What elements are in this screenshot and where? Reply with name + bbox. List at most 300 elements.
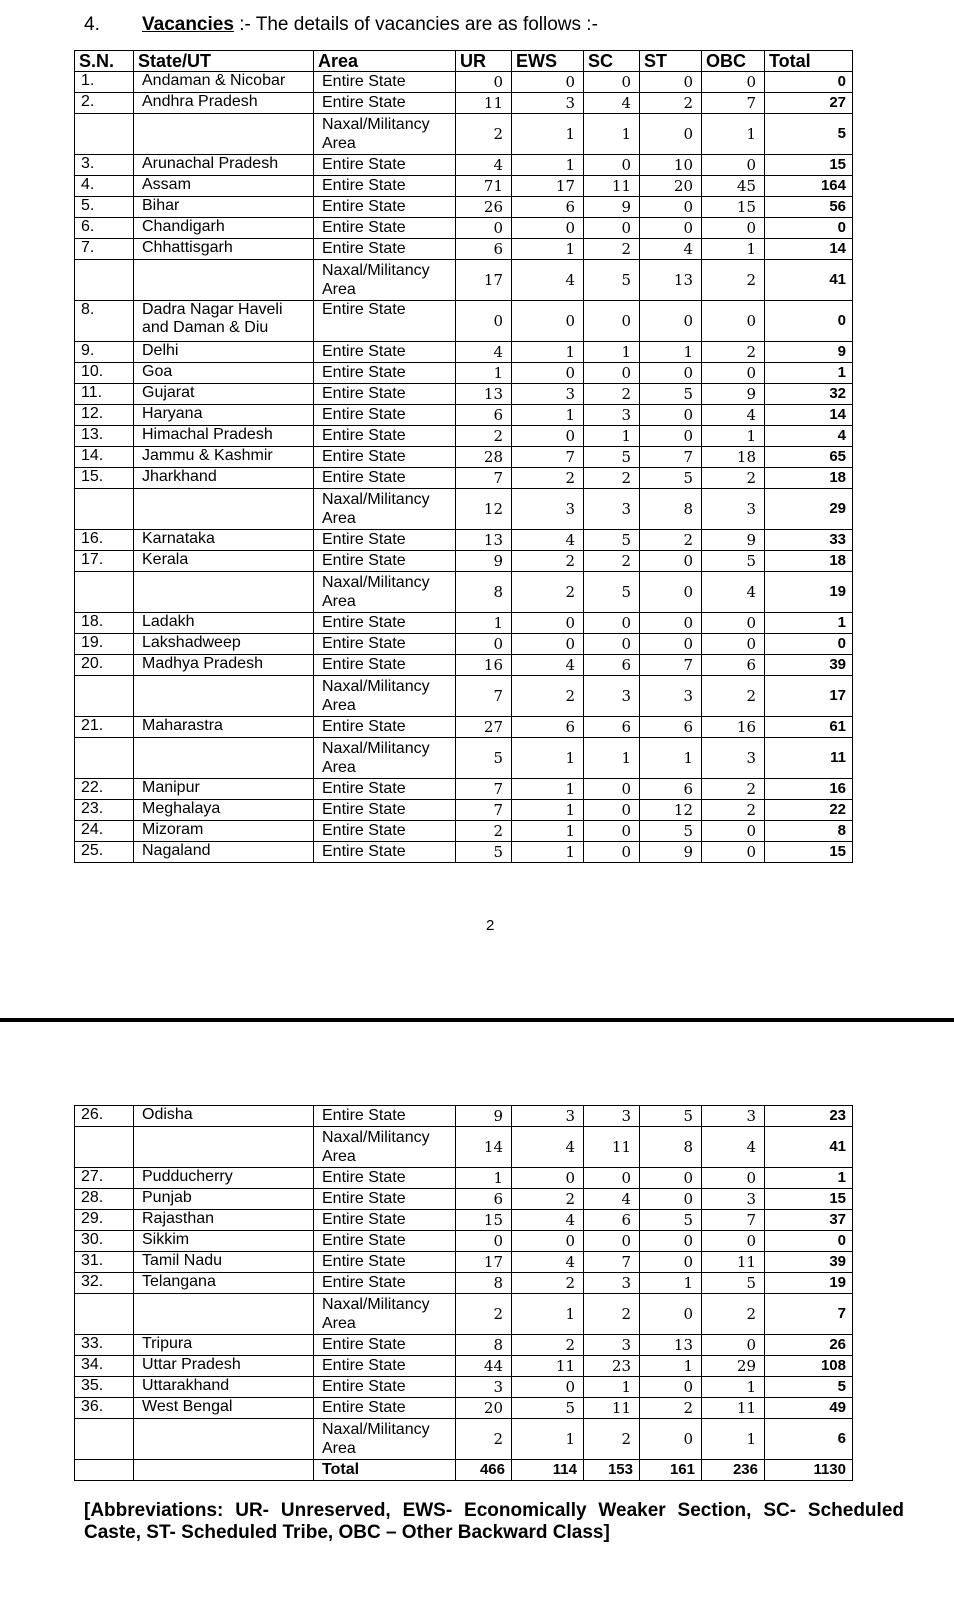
cell-area: Naxal/Militancy Area (314, 1294, 456, 1335)
cell-sn (75, 114, 134, 155)
cell-total: 29 (765, 489, 853, 530)
cell-total: 18 (765, 468, 853, 489)
cell-sc: 23 (584, 1356, 640, 1377)
cell-total: 11 (765, 738, 853, 779)
cell-sn: 19. (75, 634, 134, 655)
cell-state: Manipur (134, 779, 314, 800)
col-header-sn: S.N. (75, 51, 134, 72)
cell-sc: 5 (584, 447, 640, 468)
cell-ews: 7 (512, 447, 584, 468)
cell-state: Arunachal Pradesh (134, 155, 314, 176)
cell-st: 12 (640, 800, 702, 821)
cell-total: 37 (765, 1210, 853, 1231)
cell-sc: 3 (584, 1335, 640, 1356)
cell-st: 2 (640, 1398, 702, 1419)
cell-area: Entire State (314, 530, 456, 551)
cell-state: Ladakh (134, 613, 314, 634)
col-header-obc: OBC (702, 51, 765, 72)
cell-area: Entire State (314, 301, 456, 342)
cell-state: Andhra Pradesh (134, 93, 314, 114)
cell-total: 39 (765, 1252, 853, 1273)
totals-state (134, 1460, 314, 1481)
cell-sn: 3. (75, 155, 134, 176)
cell-obc: 11 (702, 1252, 765, 1273)
cell-ews: 1 (512, 155, 584, 176)
cell-area: Naxal/Militancy Area (314, 260, 456, 301)
cell-ur: 0 (456, 301, 512, 342)
cell-ur: 28 (456, 447, 512, 468)
cell-total: 56 (765, 197, 853, 218)
cell-sn (75, 676, 134, 717)
cell-st: 9 (640, 842, 702, 863)
cell-sc: 1 (584, 1377, 640, 1398)
cell-sc: 6 (584, 655, 640, 676)
cell-total: 15 (765, 842, 853, 863)
cell-sc: 3 (584, 1106, 640, 1127)
cell-ur: 7 (456, 468, 512, 489)
cell-total: 15 (765, 1189, 853, 1210)
cell-sn (75, 489, 134, 530)
cell-ews: 3 (512, 93, 584, 114)
cell-sc: 1 (584, 426, 640, 447)
cell-area: Naxal/Militancy Area (314, 738, 456, 779)
cell-sc: 0 (584, 218, 640, 239)
cell-ews: 3 (512, 384, 584, 405)
col-header-sc: SC (584, 51, 640, 72)
cell-state: Rajasthan (134, 1210, 314, 1231)
cell-ews: 1 (512, 114, 584, 155)
cell-state (134, 114, 314, 155)
cell-obc: 0 (702, 1168, 765, 1189)
cell-state: Jammu & Kashmir (134, 447, 314, 468)
cell-area: Entire State (314, 426, 456, 447)
cell-total: 6 (765, 1419, 853, 1460)
cell-st: 0 (640, 363, 702, 384)
cell-ur: 4 (456, 342, 512, 363)
cell-obc: 1 (702, 239, 765, 260)
cell-st: 7 (640, 447, 702, 468)
cell-state: Uttarakhand (134, 1377, 314, 1398)
cell-obc: 1 (702, 114, 765, 155)
cell-ur: 1 (456, 363, 512, 384)
table-body-page1 (75, 72, 853, 863)
table-row (75, 1168, 853, 1189)
cell-total: 15 (765, 155, 853, 176)
cell-area: Entire State (314, 821, 456, 842)
cell-ur: 17 (456, 1252, 512, 1273)
cell-sn: 21. (75, 717, 134, 738)
table-row (75, 676, 853, 717)
cell-st: 0 (640, 426, 702, 447)
cell-st: 0 (640, 613, 702, 634)
cell-st: 0 (640, 1231, 702, 1252)
cell-ur: 14 (456, 1127, 512, 1168)
table-header-row (75, 51, 853, 72)
cell-obc: 0 (702, 821, 765, 842)
table-row (75, 1252, 853, 1273)
cell-ews: 1 (512, 779, 584, 800)
cell-obc: 2 (702, 468, 765, 489)
cell-obc: 6 (702, 655, 765, 676)
cell-state: Chhattisgarh (134, 239, 314, 260)
cell-obc: 4 (702, 1127, 765, 1168)
cell-sn (75, 572, 134, 613)
cell-obc: 1 (702, 1377, 765, 1398)
cell-area: Entire State (314, 239, 456, 260)
cell-total: 33 (765, 530, 853, 551)
cell-state: Meghalaya (134, 800, 314, 821)
totals-st: 161 (640, 1460, 702, 1481)
cell-ur: 2 (456, 1419, 512, 1460)
cell-total: 61 (765, 717, 853, 738)
cell-ews: 3 (512, 489, 584, 530)
table-row (75, 405, 853, 426)
cell-sn: 14. (75, 447, 134, 468)
cell-sn: 6. (75, 218, 134, 239)
section-number: 4. (84, 14, 100, 35)
cell-st: 0 (640, 1419, 702, 1460)
cell-ews: 4 (512, 1127, 584, 1168)
cell-ews: 0 (512, 218, 584, 239)
cell-obc: 7 (702, 1210, 765, 1231)
cell-area: Entire State (314, 405, 456, 426)
cell-sc: 4 (584, 1189, 640, 1210)
cell-ur: 9 (456, 1106, 512, 1127)
cell-obc: 2 (702, 342, 765, 363)
cell-obc: 9 (702, 384, 765, 405)
table-row (75, 114, 853, 155)
cell-ur: 7 (456, 800, 512, 821)
cell-sn: 2. (75, 93, 134, 114)
cell-state: Andaman & Nicobar (134, 72, 314, 93)
cell-st: 1 (640, 342, 702, 363)
cell-ews: 2 (512, 1189, 584, 1210)
cell-obc: 3 (702, 1189, 765, 1210)
totals-label: Total (314, 1460, 456, 1481)
cell-sc: 1 (584, 738, 640, 779)
cell-ews: 1 (512, 1419, 584, 1460)
cell-st: 13 (640, 1335, 702, 1356)
table-row (75, 530, 853, 551)
cell-area: Naxal/Militancy Area (314, 676, 456, 717)
abbreviations-note: [Abbreviations: UR- Unreserved, EWS- Economically Weaker Section, SC- Scheduled Caste, ST- Scheduled Tribe, OBC – Other Backward Class] (84, 1500, 904, 1543)
cell-obc: 2 (702, 779, 765, 800)
cell-state: Dadra Nagar Haveli and Daman & Diu (134, 301, 314, 342)
cell-st: 10 (640, 155, 702, 176)
cell-area: Entire State (314, 717, 456, 738)
cell-total: 4 (765, 426, 853, 447)
cell-sn: 17. (75, 551, 134, 572)
cell-total: 0 (765, 1231, 853, 1252)
cell-area: Entire State (314, 468, 456, 489)
cell-sn: 30. (75, 1231, 134, 1252)
cell-sn: 36. (75, 1398, 134, 1419)
cell-total: 26 (765, 1335, 853, 1356)
cell-sc: 2 (584, 1419, 640, 1460)
cell-ews: 4 (512, 530, 584, 551)
vacancy-table-page2 (74, 1105, 853, 1481)
cell-st: 0 (640, 634, 702, 655)
cell-ur: 20 (456, 1398, 512, 1419)
cell-st: 5 (640, 1106, 702, 1127)
cell-sn (75, 1294, 134, 1335)
cell-sn: 7. (75, 239, 134, 260)
cell-st: 2 (640, 93, 702, 114)
cell-sc: 1 (584, 342, 640, 363)
cell-st: 6 (640, 779, 702, 800)
cell-sn: 26. (75, 1106, 134, 1127)
cell-sc: 0 (584, 1168, 640, 1189)
cell-ews: 1 (512, 842, 584, 863)
cell-area: Entire State (314, 1210, 456, 1231)
cell-sn: 11. (75, 384, 134, 405)
cell-ews: 2 (512, 1335, 584, 1356)
col-header-total: Total (765, 51, 853, 72)
table-row (75, 218, 853, 239)
cell-ews: 2 (512, 676, 584, 717)
cell-state: Pudducherry (134, 1168, 314, 1189)
cell-st: 0 (640, 1252, 702, 1273)
cell-state: Punjab (134, 1189, 314, 1210)
cell-total: 23 (765, 1106, 853, 1127)
cell-ews: 3 (512, 1106, 584, 1127)
cell-area: Entire State (314, 363, 456, 384)
cell-ews: 1 (512, 239, 584, 260)
section-intro: :- The details of vacancies are as follows :- (239, 14, 598, 35)
cell-ur: 4 (456, 155, 512, 176)
cell-total: 9 (765, 342, 853, 363)
cell-sc: 11 (584, 176, 640, 197)
cell-sn (75, 1419, 134, 1460)
cell-sc: 3 (584, 1273, 640, 1294)
cell-st: 0 (640, 1189, 702, 1210)
cell-sc: 0 (584, 613, 640, 634)
cell-ur: 2 (456, 114, 512, 155)
cell-state (134, 1127, 314, 1168)
table-row (75, 613, 853, 634)
cell-total: 19 (765, 1273, 853, 1294)
cell-total: 5 (765, 114, 853, 155)
cell-state: Delhi (134, 342, 314, 363)
cell-sn: 27. (75, 1168, 134, 1189)
cell-area: Entire State (314, 800, 456, 821)
cell-area: Naxal/Militancy Area (314, 489, 456, 530)
cell-obc: 2 (702, 676, 765, 717)
cell-area: Entire State (314, 384, 456, 405)
table-row (75, 1127, 853, 1168)
cell-st: 0 (640, 1294, 702, 1335)
table-row (75, 655, 853, 676)
cell-state: Himachal Pradesh (134, 426, 314, 447)
cell-st: 0 (640, 405, 702, 426)
cell-obc: 4 (702, 405, 765, 426)
table-row (75, 1356, 853, 1377)
cell-ur: 6 (456, 405, 512, 426)
cell-ews: 0 (512, 1168, 584, 1189)
table-row (75, 1189, 853, 1210)
cell-st: 0 (640, 551, 702, 572)
cell-ews: 0 (512, 363, 584, 384)
cell-total: 49 (765, 1398, 853, 1419)
cell-st: 2 (640, 530, 702, 551)
cell-area: Naxal/Militancy Area (314, 1419, 456, 1460)
cell-sn: 9. (75, 342, 134, 363)
cell-ews: 17 (512, 176, 584, 197)
cell-area: Entire State (314, 842, 456, 863)
cell-obc: 2 (702, 800, 765, 821)
cell-total: 22 (765, 800, 853, 821)
cell-st: 0 (640, 572, 702, 613)
cell-area: Entire State (314, 613, 456, 634)
totals-grand: 1130 (765, 1460, 853, 1481)
cell-area: Entire State (314, 1273, 456, 1294)
cell-st: 1 (640, 1273, 702, 1294)
cell-sn: 25. (75, 842, 134, 863)
cell-st: 4 (640, 239, 702, 260)
cell-sc: 2 (584, 384, 640, 405)
cell-sn: 5. (75, 197, 134, 218)
cell-sn: 29. (75, 1210, 134, 1231)
table-row (75, 239, 853, 260)
cell-ews: 4 (512, 260, 584, 301)
cell-total: 8 (765, 821, 853, 842)
table-row (75, 1294, 853, 1335)
cell-ur: 15 (456, 1210, 512, 1231)
cell-sn: 1. (75, 72, 134, 93)
table-row (75, 384, 853, 405)
cell-state (134, 260, 314, 301)
cell-area: Entire State (314, 655, 456, 676)
cell-state: Bihar (134, 197, 314, 218)
cell-sn: 16. (75, 530, 134, 551)
cell-state (134, 676, 314, 717)
cell-sn: 13. (75, 426, 134, 447)
cell-sn: 4. (75, 176, 134, 197)
cell-state (134, 738, 314, 779)
cell-ews: 2 (512, 551, 584, 572)
cell-obc: 29 (702, 1356, 765, 1377)
cell-total: 0 (765, 218, 853, 239)
cell-sn: 34. (75, 1356, 134, 1377)
cell-state (134, 572, 314, 613)
cell-area: Naxal/Militancy Area (314, 1127, 456, 1168)
cell-ews: 6 (512, 717, 584, 738)
table-row (75, 93, 853, 114)
col-header-st: ST (640, 51, 702, 72)
cell-total: 108 (765, 1356, 853, 1377)
cell-state: Karnataka (134, 530, 314, 551)
cell-total: 18 (765, 551, 853, 572)
cell-sc: 0 (584, 800, 640, 821)
cell-ur: 2 (456, 821, 512, 842)
cell-area: Entire State (314, 197, 456, 218)
cell-sc: 0 (584, 301, 640, 342)
cell-ur: 3 (456, 1377, 512, 1398)
totals-obc: 236 (702, 1460, 765, 1481)
table-row (75, 301, 853, 342)
cell-ews: 0 (512, 613, 584, 634)
cell-obc: 0 (702, 1335, 765, 1356)
cell-st: 0 (640, 1377, 702, 1398)
table-row (75, 779, 853, 800)
cell-state: Kerala (134, 551, 314, 572)
cell-st: 8 (640, 1127, 702, 1168)
cell-state: Assam (134, 176, 314, 197)
totals-ews: 114 (512, 1460, 584, 1481)
cell-st: 5 (640, 1210, 702, 1231)
cell-st: 3 (640, 676, 702, 717)
cell-state: Maharastra (134, 717, 314, 738)
cell-ur: 6 (456, 1189, 512, 1210)
cell-st: 0 (640, 301, 702, 342)
cell-sn: 31. (75, 1252, 134, 1273)
cell-area: Entire State (314, 155, 456, 176)
cell-total: 164 (765, 176, 853, 197)
cell-total: 5 (765, 1377, 853, 1398)
table-row (75, 551, 853, 572)
cell-obc: 0 (702, 1231, 765, 1252)
cell-ur: 9 (456, 551, 512, 572)
cell-ur: 0 (456, 218, 512, 239)
cell-area: Entire State (314, 1252, 456, 1273)
cell-state (134, 1419, 314, 1460)
cell-state: Madhya Pradesh (134, 655, 314, 676)
cell-sc: 5 (584, 260, 640, 301)
cell-sc: 5 (584, 572, 640, 613)
cell-obc: 3 (702, 738, 765, 779)
cell-st: 5 (640, 468, 702, 489)
cell-area: Entire State (314, 1335, 456, 1356)
cell-state: Tamil Nadu (134, 1252, 314, 1273)
cell-st: 0 (640, 72, 702, 93)
cell-total: 41 (765, 260, 853, 301)
cell-obc: 4 (702, 572, 765, 613)
cell-area: Entire State (314, 218, 456, 239)
table-row (75, 1419, 853, 1460)
cell-total: 0 (765, 72, 853, 93)
cell-ur: 5 (456, 842, 512, 863)
cell-area: Entire State (314, 1168, 456, 1189)
cell-obc: 0 (702, 634, 765, 655)
cell-sc: 2 (584, 1294, 640, 1335)
cell-total: 7 (765, 1294, 853, 1335)
cell-sc: 3 (584, 405, 640, 426)
cell-ews: 4 (512, 1210, 584, 1231)
cell-ur: 44 (456, 1356, 512, 1377)
page-divider (0, 1018, 954, 1022)
cell-ur: 1 (456, 613, 512, 634)
cell-sc: 3 (584, 489, 640, 530)
cell-state: Gujarat (134, 384, 314, 405)
cell-st: 7 (640, 655, 702, 676)
cell-sc: 6 (584, 1210, 640, 1231)
cell-ews: 1 (512, 405, 584, 426)
table-row (75, 572, 853, 613)
cell-ews: 6 (512, 197, 584, 218)
cell-sc: 2 (584, 239, 640, 260)
cell-sc: 3 (584, 676, 640, 717)
cell-sn: 12. (75, 405, 134, 426)
table-row (75, 634, 853, 655)
cell-state: Tripura (134, 1335, 314, 1356)
cell-ur: 16 (456, 655, 512, 676)
table-row (75, 800, 853, 821)
cell-st: 13 (640, 260, 702, 301)
cell-area: Naxal/Militancy Area (314, 114, 456, 155)
table-row (75, 1273, 853, 1294)
cell-obc: 5 (702, 1273, 765, 1294)
cell-sn: 22. (75, 779, 134, 800)
